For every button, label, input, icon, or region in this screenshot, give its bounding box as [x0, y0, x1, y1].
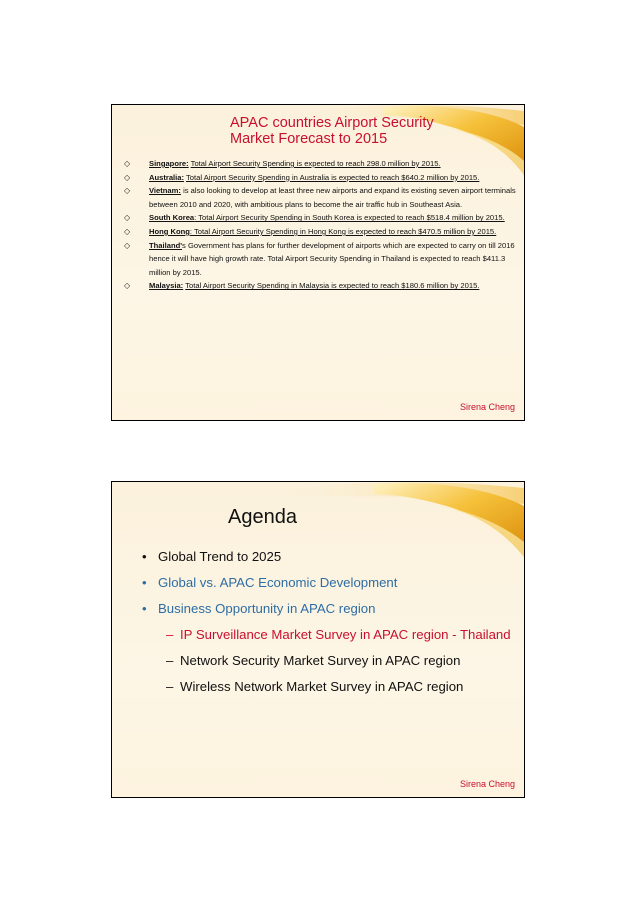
list-item: ◇ Australia: Total Airport Security Spending in Australia is expected to reach $640.2 million by 2015. — [124, 171, 520, 185]
dash-bullet-icon: – — [166, 627, 174, 642]
slide-agenda — [111, 481, 525, 798]
bullet-dot-icon: • — [142, 549, 147, 564]
dash-bullet-icon: – — [166, 653, 174, 668]
bullet-dot-icon: • — [142, 575, 147, 590]
diamond-outline-icon: ◇ — [124, 213, 131, 223]
agenda-list — [142, 544, 522, 700]
slide-title-line1: APAC countries Airport Security — [230, 115, 434, 131]
diamond-outline-icon: ◇ — [124, 240, 131, 250]
country-forecast-list — [124, 157, 520, 293]
list-item: ◇ Singapore: Total Airport Security Spending is expected to reach 298.0 million by 2015. — [124, 157, 520, 171]
dash-bullet-icon: – — [166, 679, 174, 694]
list-item: ◇ Vietnam: is also looking to develop at least three new airports and expand its existing seven airport terminals between 2010 and 2020, with ambitious plans to become the air traffic hub in Southeast Asia. — [124, 186, 516, 209]
slide-title — [230, 115, 500, 147]
agenda-subitem: – IP Surveillance Market Survey in APAC region - Thailand — [142, 622, 522, 648]
slide-footer: Sirena Cheng — [459, 779, 515, 789]
list-item: ◇ Hong Kong: Total Airport Security Spending in Hong Kong is expected to reach $470.5 million by 2015. — [124, 225, 520, 239]
agenda-item: • Business Opportunity in APAC region — [142, 596, 522, 622]
bullet-dot-icon: • — [142, 601, 147, 616]
diamond-outline-icon: ◇ — [124, 172, 131, 182]
list-item: ◇ Thailand's Government has plans for further development of airports which are expected to carry on till 2016 hence it will have high growth rate. Total Airport Security Spending in Thailand is expected to reach $411.3 million by 2015. — [124, 240, 515, 277]
agenda-subitem: – Wireless Network Market Survey in APAC region — [142, 674, 522, 700]
list-item: ◇ South Korea: Total Airport Security Spending in South Korea is expected to reach $518.4 million by 2015. — [124, 211, 520, 225]
slide-title: Agenda — [228, 506, 297, 528]
diamond-outline-icon: ◇ — [124, 226, 131, 236]
slide-title-line2: Market Forecast to 2015 — [230, 131, 388, 147]
slide-footer: Sirena Cheng — [459, 402, 515, 412]
diamond-outline-icon: ◇ — [124, 186, 131, 196]
agenda-item: • Global vs. APAC Economic Development — [142, 570, 522, 596]
slide-airport-security — [111, 104, 525, 421]
diamond-outline-icon: ◇ — [124, 159, 131, 168]
agenda-subitem: – Network Security Market Survey in APAC region — [142, 648, 522, 674]
list-item: ◇ Malaysia: Total Airport Security Spending in Malaysia is expected to reach $180.6 million by 2015. — [124, 279, 520, 293]
diamond-outline-icon: ◇ — [124, 281, 131, 291]
agenda-item: • Global Trend to 2025 — [142, 544, 522, 570]
